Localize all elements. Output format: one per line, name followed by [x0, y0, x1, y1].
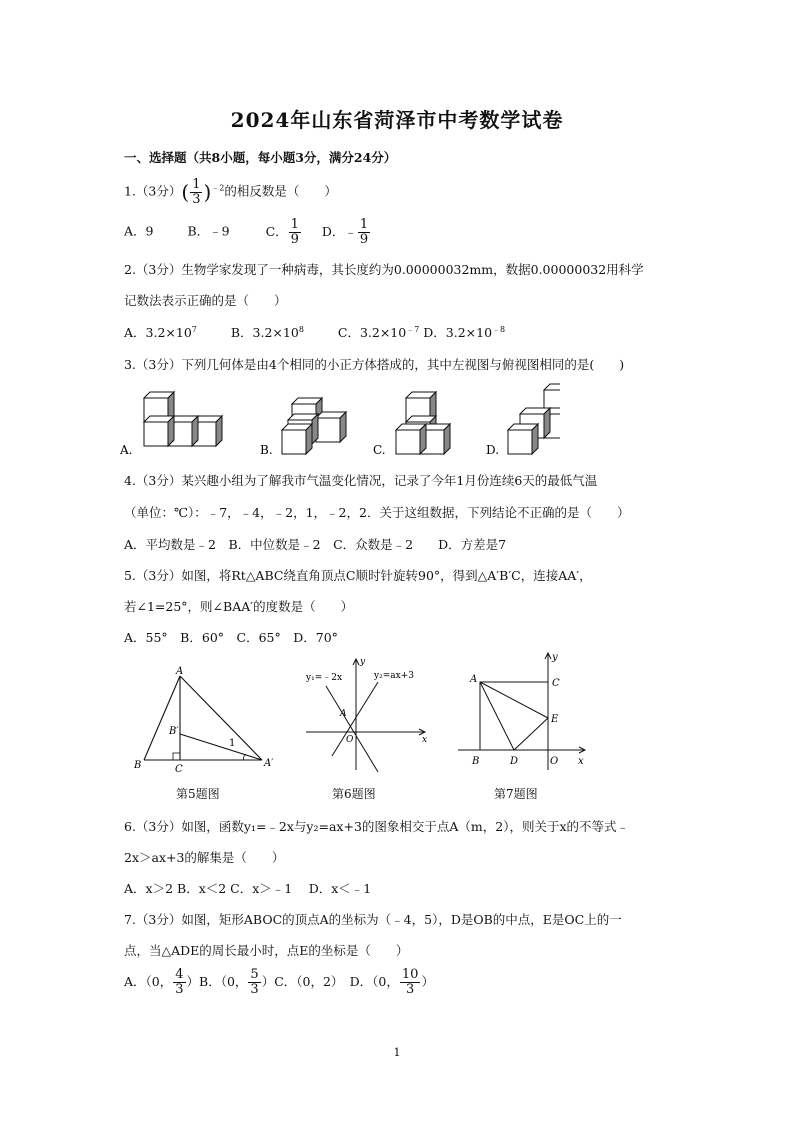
q7-option-c-d: ）C．（0，2） D．（0， $\frac{10}{3}$ ） [261, 967, 434, 997]
question-6-line-1: 6.（3分）如图，函数y₁=﹣2x与y₂=ax+3的图象相交于点A（m，2），则关于x的不等式﹣ [124, 819, 630, 834]
q7-option-a: A．（0， $\frac{4}{3}$ [124, 967, 184, 997]
q3-label-a: A. [120, 443, 133, 457]
fig7-x-axis-label: x [578, 756, 584, 767]
fig5-label-bprime: B′ [169, 726, 179, 737]
figure-6-caption: 第6题图 [332, 787, 376, 801]
q2-option-c: C．$3.2\times 10^{﹣7}$ [337, 324, 420, 340]
q5-options: A．55° B．60° C．65° D．70° [124, 630, 338, 645]
page-number: 1 [393, 1046, 401, 1059]
q1-option-a: A．9 [124, 223, 154, 239]
figure-6 [296, 656, 436, 776]
fig5-angle-1: 1 [229, 738, 236, 749]
fig5-label-aprime: A′ [264, 758, 274, 769]
question-4-line-1: 4.（3分）某兴趣小组为了解我市气温变化情况，记录了今年1月份连续6天的最低气温 [124, 473, 598, 488]
q3-figure-d [508, 384, 560, 454]
fig5-label-c: C [175, 764, 183, 775]
question-2-line-2: 记数法表示正确的是（ ） [124, 293, 287, 308]
q1-rest: 的相反数是（ ） [224, 183, 337, 199]
fig6-origin: O [346, 735, 354, 745]
q2-option-a: A．$3.2\times 10^7$ [124, 324, 197, 340]
q1-option-d: D．﹣ $\frac{1}{9}$ [321, 217, 369, 247]
q1-exponent: ﹣2 [211, 183, 225, 193]
figure-5 [128, 664, 278, 776]
question-3-line-1: 3.（3分）下列几何体是由4个相同的小正方体搭成的，其中左视图与俯视图相同的是( ) [124, 357, 625, 372]
figure-5-caption: 第5题图 [176, 787, 220, 801]
question-1: 1.（3分）( $\frac{1}{3}$ )$^{﹣2}$的相反数是（ ） [124, 177, 337, 207]
fig6-x-axis-label: x [422, 735, 428, 745]
q1-option-b: B．﹣9 [187, 223, 230, 239]
q3-cube-figures [120, 378, 560, 458]
q7-option-b: ）B．（0， $\frac{5}{3}$ [186, 967, 259, 997]
q4-options: A．平均数是﹣2 B．中位数是﹣2 C．众数是﹣2 D．方差是7 [124, 537, 507, 552]
q3-figure-a [144, 392, 222, 446]
q3-label-c: C. [373, 443, 386, 457]
fig6-y1-label: y₁=﹣2x [306, 673, 343, 683]
question-5-line-2: 若∠1=25°，则∠BAA′的度数是（ ） [124, 599, 354, 614]
fig6-y-axis-label: y [360, 657, 366, 667]
fig5-label-b: B [134, 760, 142, 771]
fig5-label-a: A [176, 666, 184, 677]
q1-options [124, 218, 371, 246]
q3-figure-c [396, 392, 450, 454]
q7-options [124, 968, 434, 996]
question-7-line-2: 点，当△ADE的周长最小时，点E的坐标是（ ） [124, 943, 409, 958]
question-4-line-2: （单位：℃）：﹣7，﹣4，﹣2，1，﹣2，2．关于这组数据，下列结论不正确的是（ ） [124, 505, 630, 520]
q1-prefix: 1.（3分） [124, 183, 182, 199]
fig6-point-a: A [340, 709, 347, 719]
fig7-point-e: E [551, 714, 559, 725]
figure-7 [456, 652, 596, 778]
fig7-point-a: A [470, 674, 478, 685]
fig6-y2-label: y₂=ax+3 [374, 671, 414, 681]
fig7-y-axis-label: y [552, 652, 558, 663]
q3-figure-b [282, 398, 346, 454]
question-5-line-1: 5.（3分）如图，将Rt△ABC绕直角顶点C顺时针旋转90°，得到△A′B′C，连接AA′， [124, 568, 592, 583]
fig7-point-d: D [510, 756, 519, 767]
question-7-line-1: 7.（3分）如图，矩形ABOC的顶点A的坐标为（﹣4，5），D是OB的中点，E是OC上的一 [124, 912, 622, 927]
figure-7-caption: 第7题图 [494, 787, 538, 801]
fig7-origin: O [550, 756, 559, 767]
page-title: 2024年山东省菏泽市中考数学试卷 [230, 108, 564, 132]
question-2-line-1: 2.（3分）生物学家发现了一种病毒，其长度约为0.00000032mm，数据0.00000032用科学 [124, 262, 644, 277]
section-heading: 一、选择题（共8小题，每小题3分，满分24分） [124, 150, 397, 165]
question-6-line-2: 2x＞ax+3的解集是（ ） [124, 850, 285, 865]
fig7-point-b: B [472, 756, 480, 767]
fig7-point-c: C [552, 678, 560, 689]
q2-options [124, 323, 505, 341]
q1-option-c: C． $\frac{1}{9}$ [265, 217, 299, 247]
q3-label-b: B. [260, 443, 273, 457]
q1-fraction: $\frac{1}{3}$ [192, 177, 201, 207]
q3-label-d: D. [486, 443, 500, 457]
q6-options: A．x＞2 B．x＜2 C．x＞﹣1 D．x＜﹣1 [124, 881, 372, 896]
q2-option-b: B．$3.2\times 10^8$ [230, 324, 304, 340]
q2-option-d: D．$3.2\times 10^{﹣8}$ [423, 324, 506, 340]
